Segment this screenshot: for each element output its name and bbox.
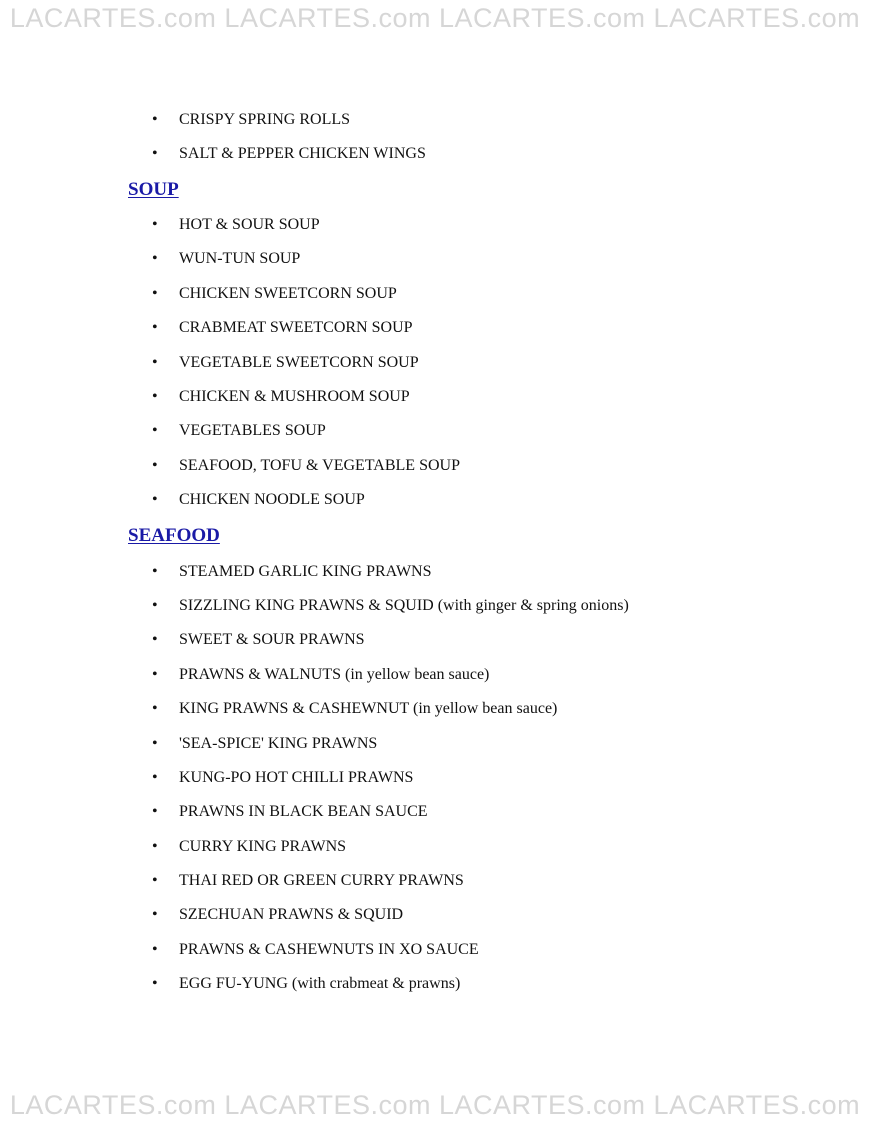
bullet-icon: • — [152, 319, 158, 336]
bullet-icon: • — [152, 145, 158, 162]
item-label: PRAWNS & CASHEWNUTS IN XO SAUCE — [179, 941, 479, 958]
bullet-icon: • — [152, 597, 158, 614]
list-item — [152, 836, 346, 858]
list-item — [152, 733, 377, 755]
item-label: VEGETABLES SOUP — [179, 422, 326, 439]
list-item — [152, 870, 464, 892]
bullet-icon: • — [152, 803, 158, 820]
bullet-icon: • — [152, 354, 158, 371]
bullet-icon: • — [152, 631, 158, 648]
item-label: PRAWNS IN BLACK BEAN SAUCE — [179, 803, 428, 820]
list-item — [152, 664, 489, 686]
item-label: CRABMEAT SWEETCORN SOUP — [179, 319, 413, 336]
list-item — [152, 629, 365, 651]
item-label: WUN-TUN SOUP — [179, 250, 301, 267]
list-item — [152, 143, 426, 165]
list-item — [152, 386, 410, 408]
item-label: STEAMED GARLIC KING PRAWNS — [179, 563, 432, 580]
item-label: SIZZLING KING PRAWNS & SQUID (with ginger & spring onions) — [179, 597, 629, 614]
list-item — [152, 317, 413, 339]
list-item — [152, 801, 428, 823]
item-label: PRAWNS & WALNUTS (in yellow bean sauce) — [179, 666, 490, 683]
bullet-icon: • — [152, 700, 158, 717]
list-item — [152, 698, 557, 720]
bullet-icon: • — [152, 838, 158, 855]
bullet-icon: • — [152, 666, 158, 683]
watermark-top: LACARTES.com LACARTES.com LACARTES.com LACARTES.com — [9, 3, 861, 33]
list-item — [152, 109, 350, 131]
item-label: CHICKEN NOODLE SOUP — [179, 491, 365, 508]
bullet-icon: • — [152, 457, 158, 474]
list-item — [152, 214, 320, 236]
list-item — [152, 455, 460, 477]
bullet-icon: • — [152, 491, 158, 508]
list-item — [152, 904, 403, 926]
list-item — [152, 352, 419, 374]
bullet-icon: • — [152, 285, 158, 302]
bullet-icon: • — [152, 388, 158, 405]
soup-heading[interactable]: SOUP — [128, 179, 179, 200]
item-label: THAI RED OR GREEN CURRY PRAWNS — [179, 872, 464, 889]
item-label: HOT & SOUR SOUP — [179, 216, 320, 233]
bullet-icon: • — [152, 906, 158, 923]
bullet-icon: • — [152, 422, 158, 439]
bullet-icon: • — [152, 563, 158, 580]
list-item — [152, 283, 397, 305]
watermark-bottom: LACARTES.com LACARTES.com LACARTES.com LACARTES.com — [9, 1090, 861, 1120]
bullet-icon: • — [152, 216, 158, 233]
list-item — [152, 248, 300, 270]
list-item — [152, 939, 479, 961]
item-label: KUNG-PO HOT CHILLI PRAWNS — [179, 769, 414, 786]
bullet-icon: • — [152, 975, 158, 992]
bullet-icon: • — [152, 941, 158, 958]
item-label: SZECHUAN PRAWNS & SQUID — [179, 906, 404, 923]
item-label: 'SEA-SPICE' KING PRAWNS — [179, 735, 378, 752]
list-item — [152, 489, 365, 511]
item-label: CURRY KING PRAWNS — [179, 838, 347, 855]
item-label: CHICKEN & MUSHROOM SOUP — [179, 388, 410, 405]
item-label: CHICKEN SWEETCORN SOUP — [179, 285, 397, 302]
list-item — [152, 973, 460, 995]
item-label: KING PRAWNS & CASHEWNUT (in yellow bean sauce) — [179, 700, 558, 717]
bullet-icon: • — [152, 872, 158, 889]
item-label: SALT & PEPPER CHICKEN WINGS — [179, 145, 426, 162]
bullet-icon: • — [152, 735, 158, 752]
item-label: VEGETABLE SWEETCORN SOUP — [179, 354, 419, 371]
bullet-icon: • — [152, 769, 158, 786]
list-item — [152, 561, 432, 583]
item-label: CRISPY SPRING ROLLS — [179, 111, 351, 128]
item-label: SWEET & SOUR PRAWNS — [179, 631, 365, 648]
list-item — [152, 595, 629, 617]
item-label: EGG FU-YUNG (with crabmeat & prawns) — [179, 975, 461, 992]
list-item — [152, 420, 326, 442]
bullet-icon: • — [152, 250, 158, 267]
item-label: SEAFOOD, TOFU & VEGETABLE SOUP — [179, 457, 460, 474]
list-item — [152, 767, 413, 789]
bullet-icon: • — [152, 111, 158, 128]
seafood-heading[interactable]: SEAFOOD — [128, 525, 220, 546]
